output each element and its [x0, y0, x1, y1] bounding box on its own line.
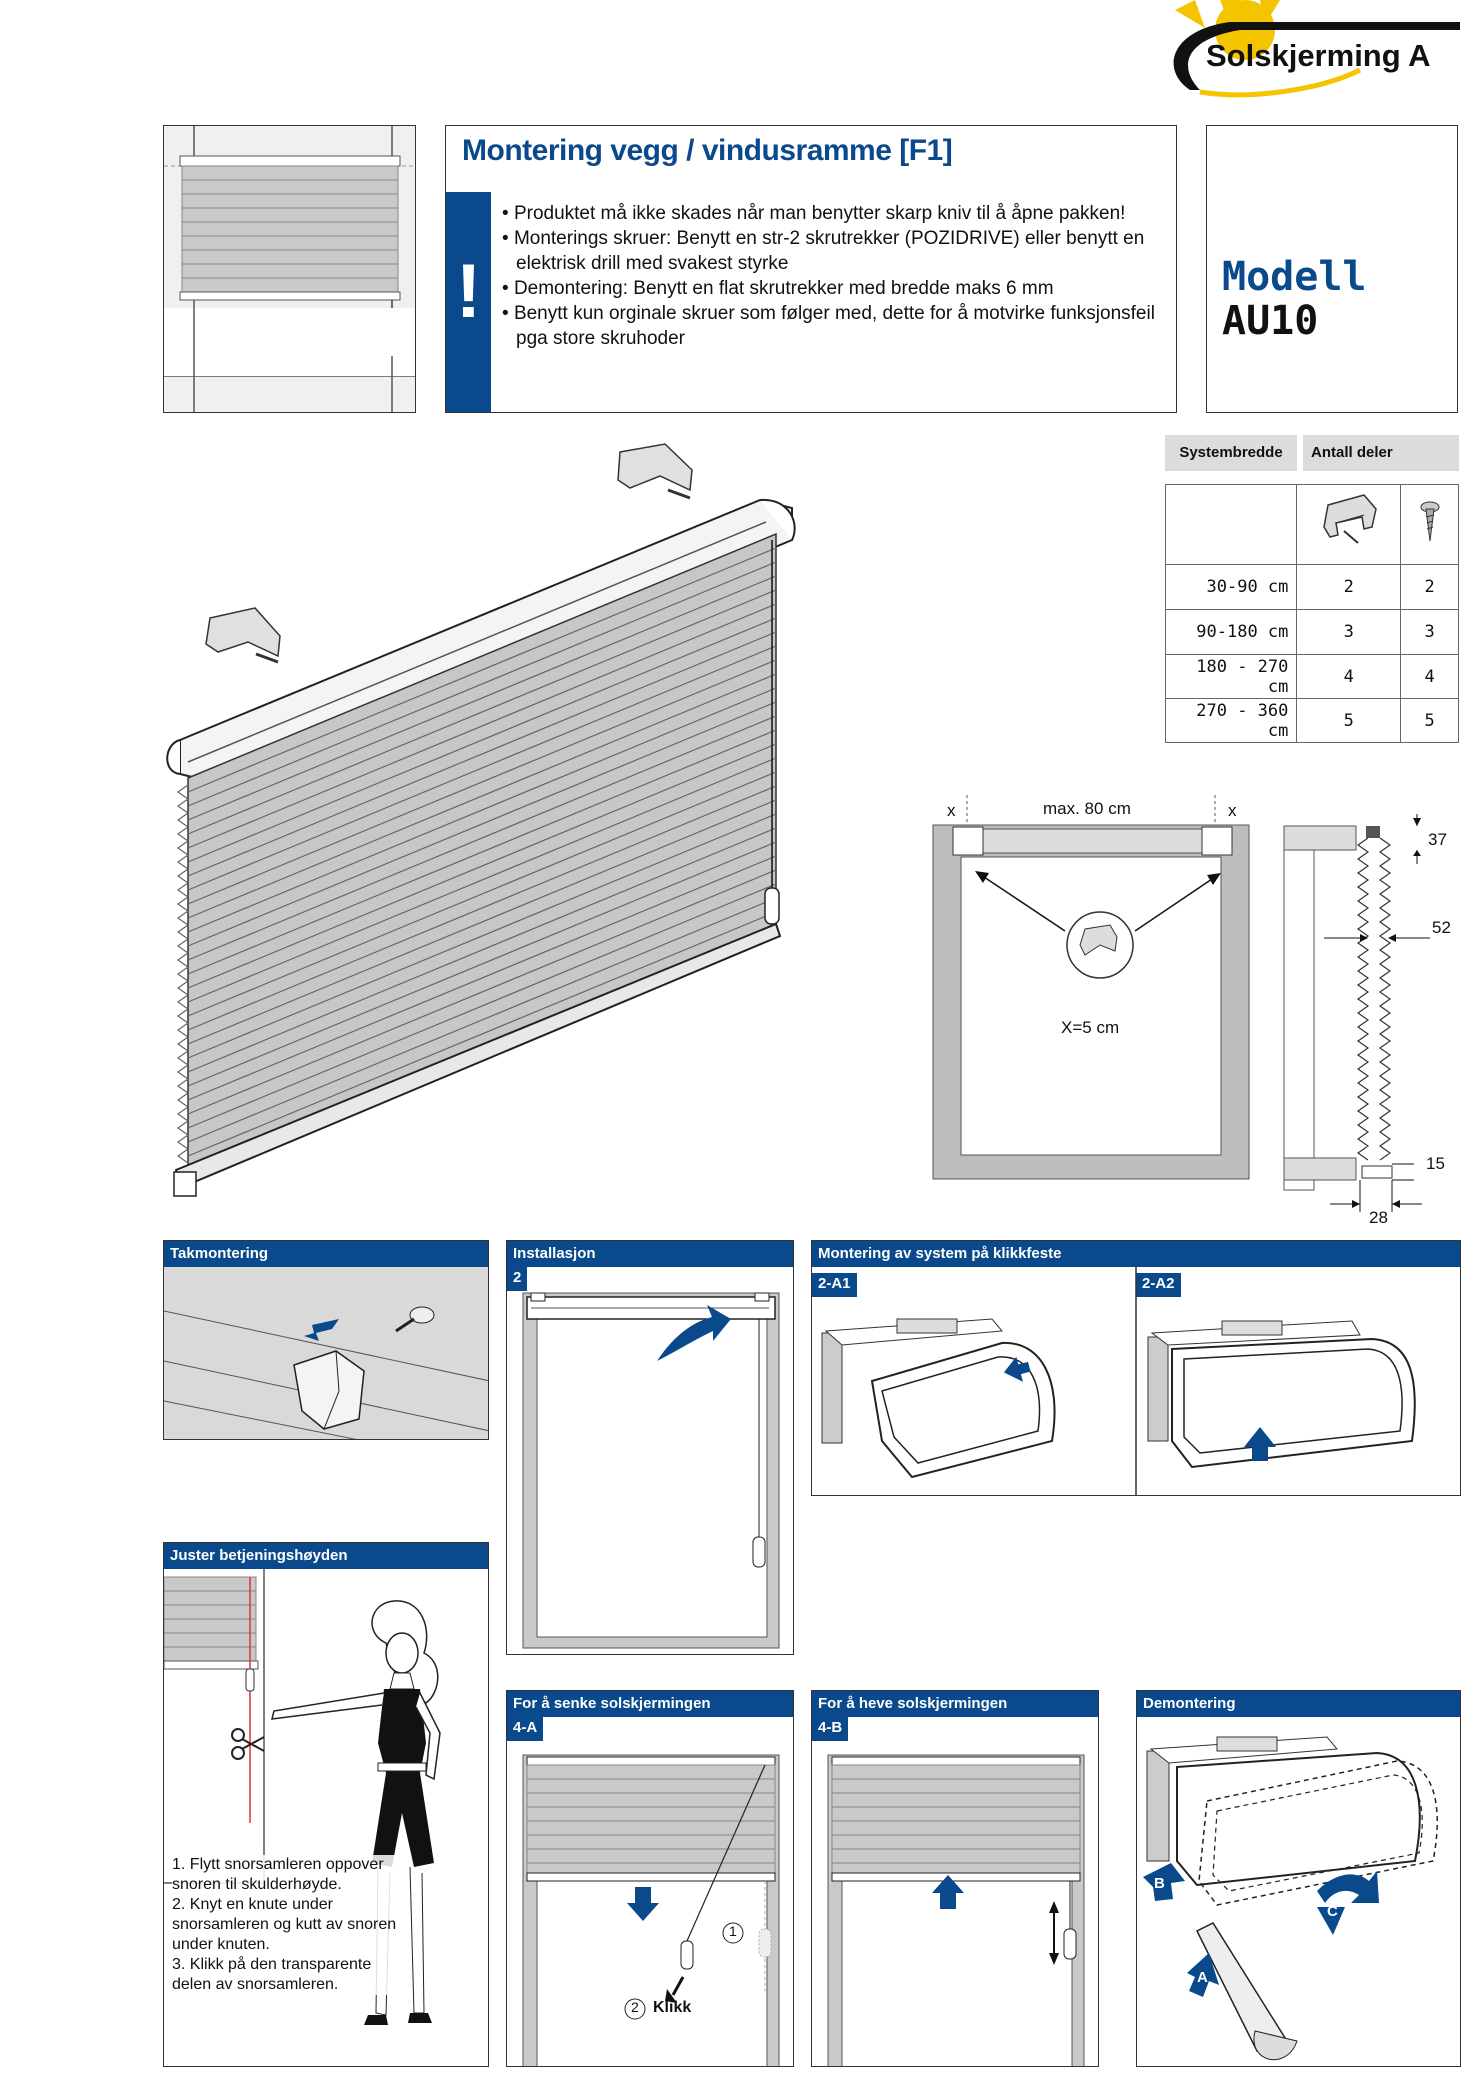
- x-value-label: X=5 cm: [1061, 1018, 1120, 1037]
- pleat-row: [527, 1765, 775, 1779]
- pleat-edge: [178, 827, 188, 841]
- label-b: B: [1154, 1875, 1165, 1892]
- step-number: 4-B: [812, 1717, 848, 1741]
- pleat-row: [832, 1835, 1080, 1849]
- instruction-1: 1. Flytt snorsamleren oppover snoren til skulderhøyde.: [172, 1856, 384, 1893]
- pleat-row: [527, 1807, 775, 1821]
- step-title: For å heve solskjermingen: [812, 1691, 1098, 1717]
- pleat-edge: [178, 897, 188, 911]
- click-label: Klikk: [653, 1999, 692, 2016]
- pleat-edge: [178, 869, 188, 883]
- header-box: [445, 125, 1177, 413]
- step-title: Demontering: [1137, 1691, 1460, 1717]
- model-box: [1206, 125, 1458, 413]
- instruction-2: 2. Knyt en knute under snorsamleren og kutt av snoren under knuten.: [172, 1896, 397, 1953]
- product-thumbnail: [163, 125, 416, 413]
- blind-illustration: [160, 440, 810, 1220]
- page-title: Montering vegg / vindusramme [F1]: [462, 134, 953, 167]
- pleat-row: [832, 1793, 1080, 1807]
- step-title: Juster betjeningshøyden: [164, 1543, 488, 1569]
- step-number: 4-A: [507, 1717, 543, 1741]
- pleat-edge: [178, 855, 188, 869]
- label-a: A: [1197, 1969, 1208, 1986]
- step-number: 2: [507, 1267, 527, 1291]
- demontering-panel: [1136, 1690, 1461, 2067]
- pleat-edge: [178, 1051, 188, 1065]
- pleat-edge: [178, 939, 188, 953]
- step-1-panel: [163, 1240, 489, 1440]
- pleat-edge: [178, 1135, 188, 1149]
- instruction-3: 3. Klikk på den transparente delen av snorsamleren.: [172, 1956, 372, 1993]
- pleat-row: [527, 1779, 775, 1793]
- marker-2: 2: [631, 1999, 639, 2015]
- pleat-row: [832, 1765, 1080, 1779]
- step-number-2a1: 2-A1: [812, 1273, 857, 1297]
- step-title: Takmontering: [164, 1241, 488, 1267]
- screw-icon: [1401, 485, 1459, 565]
- parts-table: 30-90 cm 2 2 90-180 cm 3 3 180 - 270 cm 4 4 270 - 360 cm 5 5: [1165, 484, 1459, 743]
- pleat-row: [832, 1807, 1080, 1821]
- pleat-row: [527, 1793, 775, 1807]
- profile-diagram: [1280, 808, 1460, 1228]
- pleat-edge: [178, 799, 188, 813]
- pleat-edge: [178, 1079, 188, 1093]
- col-antall-deler: Antall deler: [1303, 435, 1459, 471]
- step-4b-panel: [811, 1690, 1099, 2067]
- pleat-edge: [178, 883, 188, 897]
- pleat-edge: [178, 1093, 188, 1107]
- pleat-row: [527, 1849, 775, 1863]
- warning-item: • Produktet må ikke skades når man benytter skarp kniv til å åpne pakken!: [502, 203, 1126, 224]
- pleat-edge: [178, 785, 188, 799]
- warning-item: • Monterings skruer: Benytt en str-2 skrutrekker (POZIDRIVE) eller benytt en elektrisk drill med svakest styrke: [502, 228, 1145, 274]
- pleat-row: [832, 1849, 1080, 1863]
- pleat-edge: [178, 953, 188, 967]
- pleat-edge: [178, 1065, 188, 1079]
- pleat-edge: [178, 925, 188, 939]
- pleat-edge: [178, 1037, 188, 1051]
- row-width: 90-180 cm: [1166, 610, 1297, 655]
- pleat-edge: [178, 911, 188, 925]
- model-code: AU10: [1222, 298, 1319, 344]
- row-width: 270 - 360 cm: [1166, 699, 1297, 743]
- col-systembredde: Systembredde: [1165, 435, 1297, 471]
- step-3-panel: [163, 1542, 489, 2067]
- dim-bottom: 15: [1426, 1154, 1445, 1173]
- warning-list: [498, 201, 1168, 351]
- max-width-label: max. 80 cm: [1043, 799, 1131, 818]
- warning-item: • Demontering: Benytt en flat skrutrekker med bredde maks 6 mm: [502, 278, 1054, 299]
- parts-table-header: [1165, 435, 1459, 471]
- profile-pleat: [1380, 838, 1390, 1160]
- x-left-label: x: [947, 801, 956, 820]
- bracket-icon: [1297, 485, 1401, 565]
- brand-name: Solskjerming A: [1206, 38, 1431, 73]
- pleat-row: [832, 1821, 1080, 1835]
- brand-logo: [1160, 0, 1476, 110]
- pleat-edge: [178, 1149, 188, 1163]
- pleat-edge: [178, 813, 188, 827]
- pleat-edge: [178, 995, 188, 1009]
- model-label: Modell: [1222, 254, 1367, 300]
- step-number-2a2: 2-A2: [1136, 1273, 1181, 1297]
- label-c: C: [1327, 1903, 1338, 1920]
- step-2-panel: [506, 1240, 794, 1655]
- dim-depth: 52: [1432, 918, 1451, 937]
- pleat-edge: [178, 1121, 188, 1135]
- marker-1: 1: [729, 1923, 737, 1939]
- warning-item: • Benytt kun orginale skruer som følger med, dette for å motvirke funksjonsfeil pga store skruhoder: [502, 303, 1155, 349]
- spacing-diagram: [925, 795, 1255, 1185]
- pleat-edge: [178, 967, 188, 981]
- pleat-edge: [178, 1009, 188, 1023]
- pleat-row: [527, 1821, 775, 1835]
- step-3-instructions: [172, 1855, 404, 1995]
- profile-pleat: [1358, 838, 1368, 1160]
- row-width: 30-90 cm: [1166, 565, 1297, 610]
- pleat-row: [527, 1835, 775, 1849]
- dim-width: 28: [1369, 1208, 1388, 1227]
- warning-icon: !: [455, 249, 482, 334]
- pleat-edge: [178, 841, 188, 855]
- pleat-edge: [178, 1023, 188, 1037]
- pleat-edge: [178, 981, 188, 995]
- pleat-row: [832, 1779, 1080, 1793]
- step-4a-panel: [506, 1690, 794, 2067]
- step-2a-panel: [811, 1240, 1461, 1496]
- warning-bar: [446, 192, 491, 413]
- pleat-edge: [178, 1107, 188, 1121]
- step-title: Montering av system på klikkfeste: [812, 1241, 1460, 1267]
- step-title: Installasjon: [507, 1241, 793, 1267]
- dim-top: 37: [1428, 830, 1447, 849]
- x-right-label: x: [1228, 801, 1237, 820]
- row-width: 180 - 270 cm: [1166, 655, 1297, 699]
- step-title: For å senke solskjermingen: [507, 1691, 793, 1717]
